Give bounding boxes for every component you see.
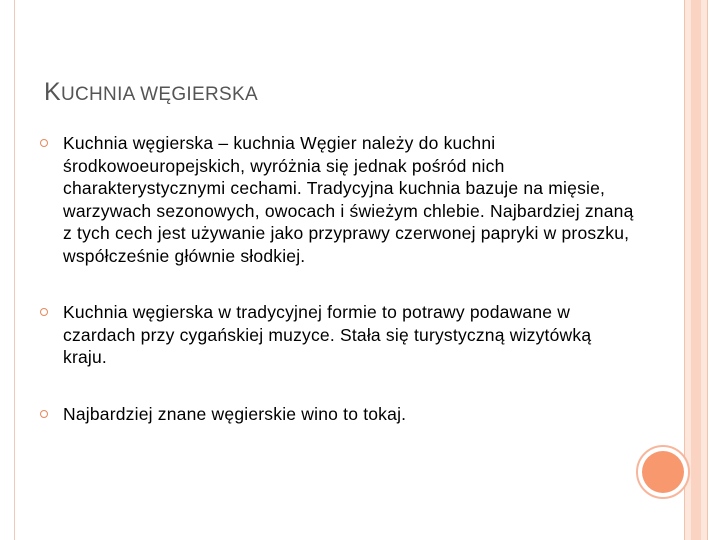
bullet-item xyxy=(40,403,640,426)
bullet-text: Kuchnia węgierska – kuchnia Węgier należy do kuchni środkowoeuropejskich, wyróżnia się jednak pośród nich charakterystycznymi cechami. Tradycyjna kuchnia bazuje na mięsie, warzywach sezonowych, owocach i świeżym chlebie. Najbardziej znaną z tych cech jest używanie jako przyprawy czerwonej papryki w proszku, współcześnie głównie słodkiej. xyxy=(63,133,634,266)
bullet-text: Kuchnia węgierska w tradycyjnej formie to potrawy podawane w czardach przy cygańskiej muzyce. Stała się turystyczną wizytówką kraju. xyxy=(63,302,592,367)
bullet-list xyxy=(40,132,640,425)
bullet-text: Najbardziej znane węgierskie wino to tokaj. xyxy=(63,403,407,424)
slide-title xyxy=(44,78,258,107)
bullet-ring-icon xyxy=(40,410,48,418)
circle-decoration-icon xyxy=(642,451,684,493)
bullet-item xyxy=(40,301,640,369)
right-band-inner-stripe xyxy=(691,0,701,540)
bullet-ring-icon xyxy=(40,139,48,147)
slide-title-rest: UCHNIA WĘGIERSKA xyxy=(60,84,258,105)
bullet-ring-icon xyxy=(40,308,48,316)
right-vertical-band xyxy=(684,0,708,540)
slide-title-first-letter: K xyxy=(44,78,61,106)
frame-left-line xyxy=(14,0,15,540)
bullet-item xyxy=(40,132,640,267)
